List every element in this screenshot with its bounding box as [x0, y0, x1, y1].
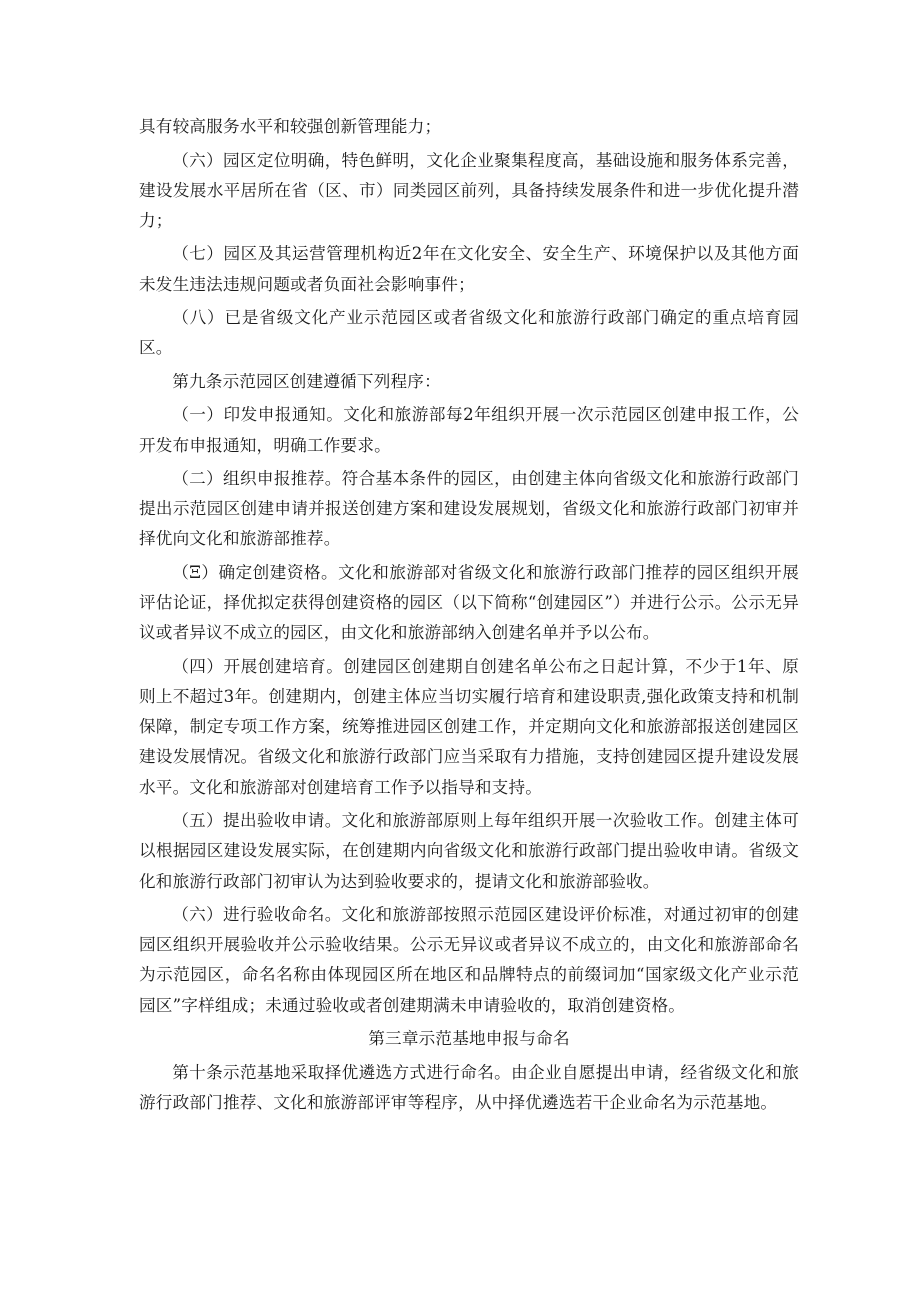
procedure-step-4: （四）开展创建培育。创建园区创建期自创建名单公布之日起计算，不少于1年、原则上不超过3年。创建期内，创建主体应当切实履行培育和建设职责,强化政策支持和机制保障，制定专项工作方案，统筹推进园区创建工作，并定期向文化和旅游部报送创建园区建设发展情况。省级文化和旅游行政部门应当采取有力措施，支持创建园区提升建设发展水平。文化和旅游部对创建培育工作予以指导和支持。: [139, 656, 799, 797]
procedure-step-5: （五）提出验收申请。文化和旅游部原则上每年组织开展一次验收工作。创建主体可以根据园区建设发展实际，在创建期内向省级文化和旅游行政部门提出验收申请。省级文化和旅游行政部门初审认为达到验收要求的，提请文化和旅游部验收。: [139, 811, 799, 891]
paragraph-item-7: （七）园区及其运营管理机构近2年在文化安全、安全生产、环境保护以及其他方面未发生违法违规问题或者负面社会影响事件；: [139, 244, 799, 294]
procedure-step-3: （Ξ）确定创建资格。文化和旅游部对省级文化和旅游行政部门推荐的园区组织开展评估论证，择优拟定获得创建资格的园区（以下简称“创建园区”）并进行公示。公示无异议或者异议不成立的园区，由文化和旅游部纳入创建名单并予以公布。: [139, 562, 799, 643]
procedure-step-6: （六）进行验收命名。文化和旅游部按照示范园区建设评价标准，对通过初审的创建园区组织开展验收并公示验收结果。公示无异议或者异议不成立的，由文化和旅游部命名为示范园区，命名名称由体现园区所在地区和品牌特点的前缀词加“国家级文化产业示范园区”字样组成；未通过验收或者创建期满未申请验收的，取消创建资格。: [139, 905, 799, 1015]
document-body: [139, 112, 799, 1121]
paragraph-continuation: 具有较高服务水平和较强创新管理能力；: [139, 117, 442, 136]
paragraph-item-6: （六）园区定位明确，特色鲜明，文化企业聚集程度高，基础设施和服务体系完善，建设发展水平居所在省（区、市）同类园区前列，具备持续发展条件和进一步优化提升潜力；: [139, 150, 799, 230]
article-10-paragraph: 第十条示范基地采取择优遴选方式进行命名。由企业自愿提出申请，经省级文化和旅游行政部门推荐、文化和旅游部评审等程序，从中择优遴选若干企业命名为示范基地。: [139, 1062, 799, 1112]
article-9-heading: 第九条示范园区创建遵循下列程序：: [172, 371, 441, 391]
procedure-step-1: （一）印发申报通知。文化和旅游部每2年组织开展一次示范园区创建申报工作，公开发布申报通知，明确工作要求。: [139, 405, 799, 455]
procedure-step-2: （二）组织申报推荐。符合基本条件的园区，由创建主体向省级文化和旅游行政部门提出示范园区创建申请并报送创建方案和建设发展规划，省级文化和旅游行政部门初审并择优向文化和旅游部推荐。: [139, 469, 799, 549]
chapter-3-heading: 第三章示范基地申报与命名: [368, 1029, 570, 1049]
paragraph-item-8: （八）已是省级文化产业示范园区或者省级文化和旅游行政部门确定的重点培育园区。: [139, 308, 799, 358]
